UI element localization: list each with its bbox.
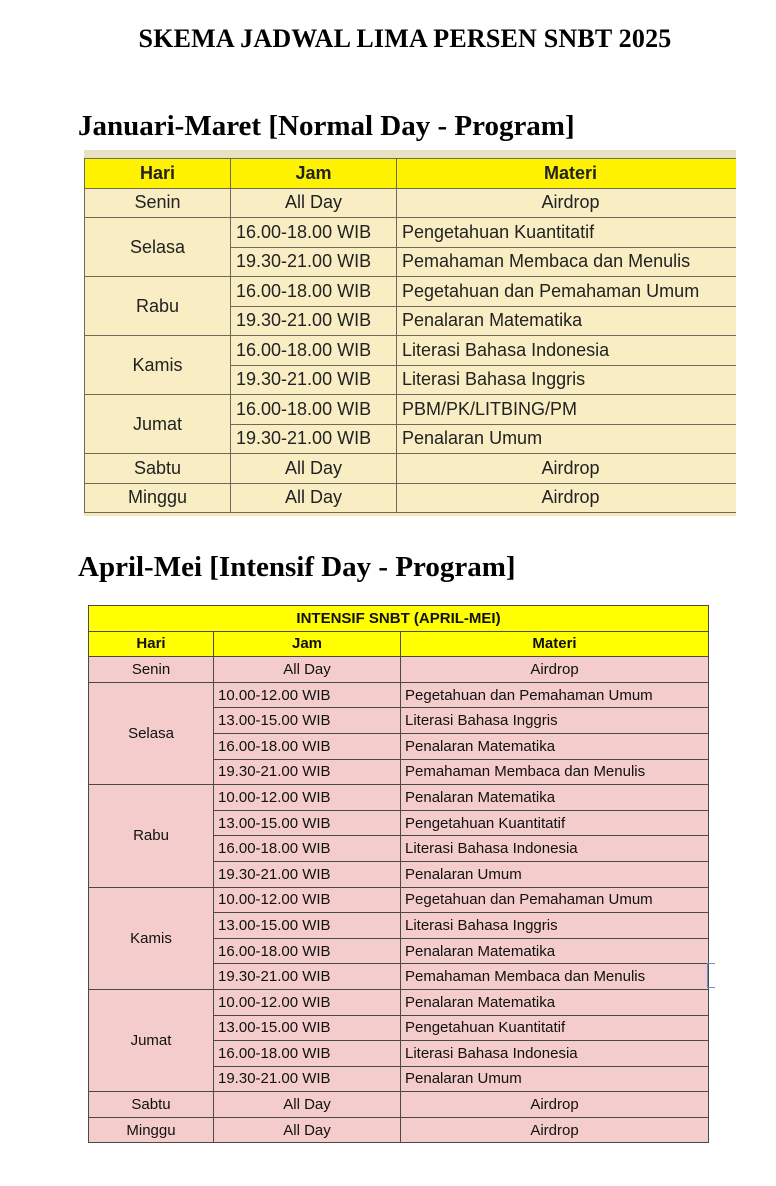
section-heading-april-mei: April-Mei [Intensif Day - Program] bbox=[78, 551, 516, 583]
time-cell: 19.30-21.00 WIB bbox=[214, 861, 401, 887]
table-row bbox=[89, 989, 709, 1015]
subject-cell: Pengetahuan Kuantitatif bbox=[401, 810, 709, 836]
day-cell: Sabtu bbox=[85, 454, 231, 484]
time-cell: 19.30-21.00 WIB bbox=[214, 964, 401, 990]
table-row bbox=[89, 785, 709, 811]
time-cell: 16.00-18.00 WIB bbox=[214, 938, 401, 964]
time-cell: All Day bbox=[214, 1117, 401, 1143]
table-row bbox=[85, 188, 737, 218]
normal-day-table-container bbox=[84, 150, 736, 516]
table-header-row bbox=[89, 631, 709, 657]
column-header-jam: Jam bbox=[214, 631, 401, 657]
table-row bbox=[85, 218, 737, 248]
table-row bbox=[85, 336, 737, 366]
cell-selection-marker bbox=[707, 963, 715, 988]
time-cell: All Day bbox=[231, 483, 397, 513]
table-row bbox=[89, 1092, 709, 1118]
subject-cell: Literasi Bahasa Inggris bbox=[401, 913, 709, 939]
subject-cell: Literasi Bahasa Inggris bbox=[397, 365, 737, 395]
subject-cell: Penalaran Umum bbox=[401, 861, 709, 887]
table-row bbox=[89, 1117, 709, 1143]
day-cell: Jumat bbox=[85, 395, 231, 454]
day-cell: Minggu bbox=[89, 1117, 214, 1143]
time-cell: 10.00-12.00 WIB bbox=[214, 682, 401, 708]
subject-cell: Pemahaman Membaca dan Menulis bbox=[397, 247, 737, 277]
subject-cell: Airdrop bbox=[401, 657, 709, 683]
time-cell: 19.30-21.00 WIB bbox=[231, 424, 397, 454]
table-row bbox=[85, 395, 737, 425]
table-row bbox=[85, 454, 737, 484]
table-row bbox=[89, 887, 709, 913]
day-cell: Senin bbox=[89, 657, 214, 683]
subject-cell: Airdrop bbox=[401, 1117, 709, 1143]
time-cell: 13.00-15.00 WIB bbox=[214, 1015, 401, 1041]
document-title: SKEMA JADWAL LIMA PERSEN SNBT 2025 bbox=[138, 24, 672, 53]
time-cell: All Day bbox=[214, 657, 401, 683]
day-cell: Selasa bbox=[89, 682, 214, 784]
time-cell: 16.00-18.00 WIB bbox=[214, 836, 401, 862]
subject-cell: Pemahaman Membaca dan Menulis bbox=[401, 964, 709, 990]
table-header-row bbox=[85, 159, 737, 189]
time-cell: 13.00-15.00 WIB bbox=[214, 913, 401, 939]
table-title-row bbox=[89, 606, 709, 632]
time-cell: 19.30-21.00 WIB bbox=[231, 365, 397, 395]
subject-cell: Penalaran Matematika bbox=[401, 989, 709, 1015]
subject-cell: Pengetahuan Kuantitatif bbox=[397, 218, 737, 248]
subject-cell: Penalaran Matematika bbox=[401, 785, 709, 811]
subject-cell: Literasi Bahasa Indonesia bbox=[401, 836, 709, 862]
time-cell: All Day bbox=[214, 1092, 401, 1118]
day-cell: Senin bbox=[85, 188, 231, 218]
time-cell: All Day bbox=[231, 188, 397, 218]
column-header-materi: Materi bbox=[397, 159, 737, 189]
time-cell: 19.30-21.00 WIB bbox=[214, 1066, 401, 1092]
subject-cell: Pemahaman Membaca dan Menulis bbox=[401, 759, 709, 785]
time-cell: 10.00-12.00 WIB bbox=[214, 989, 401, 1015]
subject-cell: Airdrop bbox=[397, 483, 737, 513]
table-title: INTENSIF SNBT (APRIL-MEI) bbox=[89, 606, 709, 632]
time-cell: All Day bbox=[231, 454, 397, 484]
column-header-hari: Hari bbox=[89, 631, 214, 657]
day-cell: Selasa bbox=[85, 218, 231, 277]
subject-cell: Pegetahuan dan Pemahaman Umum bbox=[397, 277, 737, 307]
column-header-jam: Jam bbox=[231, 159, 397, 189]
subject-cell: Penalaran Umum bbox=[397, 424, 737, 454]
time-cell: 10.00-12.00 WIB bbox=[214, 887, 401, 913]
section-heading-januari-maret: Januari-Maret [Normal Day - Program] bbox=[78, 110, 575, 142]
day-cell: Jumat bbox=[89, 989, 214, 1091]
time-cell: 19.30-21.00 WIB bbox=[214, 759, 401, 785]
subject-cell: Penalaran Umum bbox=[401, 1066, 709, 1092]
time-cell: 16.00-18.00 WIB bbox=[214, 733, 401, 759]
table-top-strip bbox=[84, 150, 736, 158]
time-cell: 19.30-21.00 WIB bbox=[231, 247, 397, 277]
subject-cell: PBM/PK/LITBING/PM bbox=[397, 395, 737, 425]
normal-day-schedule-table bbox=[84, 158, 736, 513]
column-header-materi: Materi bbox=[401, 631, 709, 657]
subject-cell: Pegetahuan dan Pemahaman Umum bbox=[401, 682, 709, 708]
table-row bbox=[85, 277, 737, 307]
day-cell: Rabu bbox=[89, 785, 214, 887]
subject-cell: Penalaran Matematika bbox=[401, 938, 709, 964]
time-cell: 16.00-18.00 WIB bbox=[214, 1041, 401, 1067]
subject-cell: Airdrop bbox=[401, 1092, 709, 1118]
subject-cell: Literasi Bahasa Inggris bbox=[401, 708, 709, 734]
time-cell: 16.00-18.00 WIB bbox=[231, 395, 397, 425]
time-cell: 13.00-15.00 WIB bbox=[214, 708, 401, 734]
column-header-hari: Hari bbox=[85, 159, 231, 189]
day-cell: Kamis bbox=[89, 887, 214, 989]
table-row bbox=[89, 682, 709, 708]
subject-cell: Airdrop bbox=[397, 454, 737, 484]
time-cell: 16.00-18.00 WIB bbox=[231, 336, 397, 366]
day-cell: Kamis bbox=[85, 336, 231, 395]
day-cell: Sabtu bbox=[89, 1092, 214, 1118]
subject-cell: Penalaran Matematika bbox=[397, 306, 737, 336]
subject-cell: Literasi Bahasa Indonesia bbox=[397, 336, 737, 366]
intensif-schedule-table bbox=[88, 605, 709, 1143]
subject-cell: Pengetahuan Kuantitatif bbox=[401, 1015, 709, 1041]
time-cell: 19.30-21.00 WIB bbox=[231, 306, 397, 336]
subject-cell: Literasi Bahasa Indonesia bbox=[401, 1041, 709, 1067]
subject-cell: Penalaran Matematika bbox=[401, 733, 709, 759]
time-cell: 16.00-18.00 WIB bbox=[231, 277, 397, 307]
table-row bbox=[85, 483, 737, 513]
table-row bbox=[89, 657, 709, 683]
day-cell: Minggu bbox=[85, 483, 231, 513]
day-cell: Rabu bbox=[85, 277, 231, 336]
time-cell: 13.00-15.00 WIB bbox=[214, 810, 401, 836]
time-cell: 16.00-18.00 WIB bbox=[231, 218, 397, 248]
subject-cell: Airdrop bbox=[397, 188, 737, 218]
subject-cell: Pegetahuan dan Pemahaman Umum bbox=[401, 887, 709, 913]
time-cell: 10.00-12.00 WIB bbox=[214, 785, 401, 811]
